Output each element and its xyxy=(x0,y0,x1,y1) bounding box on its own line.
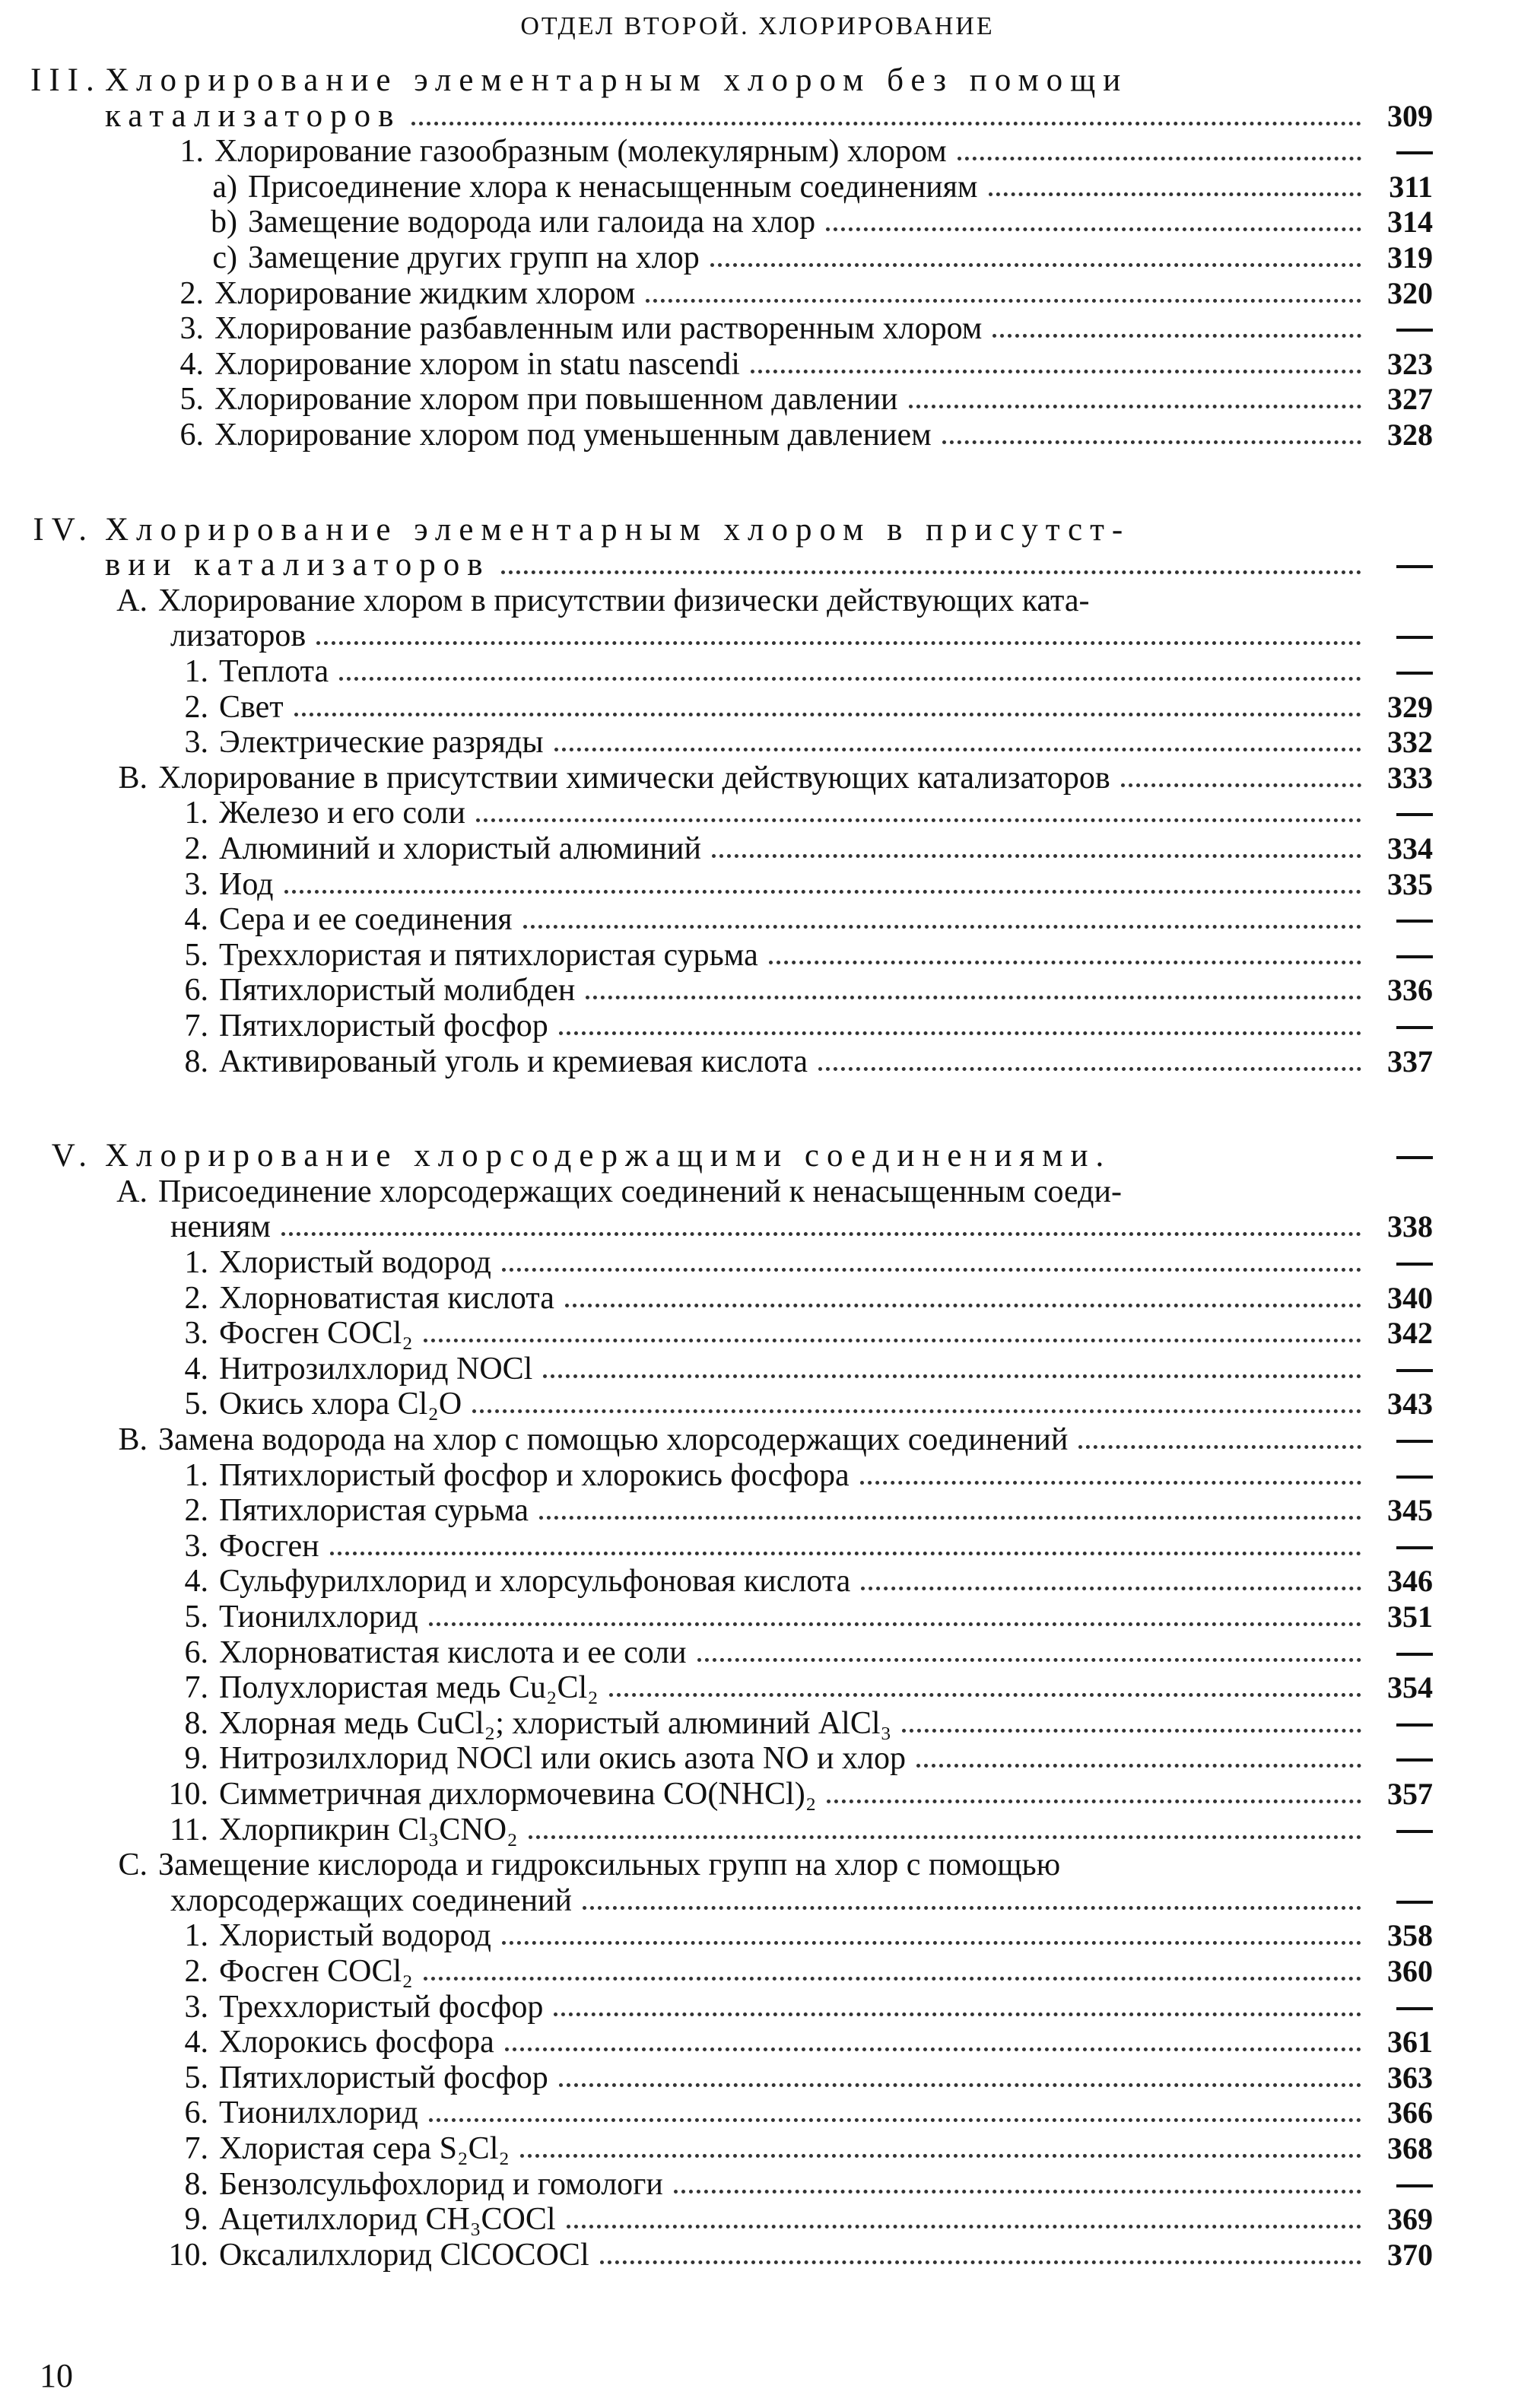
page-ref-dash xyxy=(1396,920,1433,923)
toc-entry xyxy=(129,2060,1369,2096)
page-ref-dash xyxy=(1396,2007,1433,2010)
toc-entry-number: 1. xyxy=(184,654,208,689)
dot-leader xyxy=(339,677,1361,681)
toc-entry-title: Треххлористая и пятихлористая сурьма xyxy=(219,938,758,973)
toc-entry xyxy=(129,1669,1369,1706)
toc-entry-title: Хлористый водород xyxy=(219,1918,491,1953)
toc-entry-title: Ацетилхлорид CH₃COCl xyxy=(219,2202,556,2237)
toc-entry-title: Хлористая сера S₂Cl₂ xyxy=(219,2131,510,2166)
toc-entry-title: Присоединение хлора к ненасыщенным соединениям xyxy=(248,170,978,205)
toc-entry-number: 9. xyxy=(184,2202,208,2237)
toc-entry-number: 11. xyxy=(170,1812,208,1847)
page-ref-dash xyxy=(1396,1026,1433,1029)
page-ref: 369 xyxy=(1387,2202,1433,2236)
dot-leader xyxy=(502,1268,1361,1272)
page-number: 10 xyxy=(40,2357,73,2394)
page-ref: 329 xyxy=(1387,690,1433,724)
toc-entry-number: 5. xyxy=(184,2060,208,2095)
dot-leader xyxy=(958,157,1361,160)
toc-entry xyxy=(129,653,1369,690)
page-ref: 333 xyxy=(1387,761,1433,795)
dot-leader xyxy=(646,299,1361,303)
toc-entry xyxy=(129,1351,1369,1387)
dot-leader xyxy=(916,1764,1361,1768)
toc-entry xyxy=(129,2095,1369,2131)
toc-entry-number: 4. xyxy=(184,1564,208,1599)
toc-entry-title: Сульфурилхлорид и хлорсульфоновая кислота xyxy=(219,1564,851,1599)
dot-leader xyxy=(600,2260,1361,2264)
toc-entry xyxy=(129,1917,1369,1954)
toc-entry xyxy=(129,1008,1369,1044)
toc-entry-title: Окись хлора Cl₂O xyxy=(219,1387,462,1422)
toc-entry-number: 2. xyxy=(184,1493,208,1528)
toc-entry xyxy=(129,972,1369,1009)
toc-entry xyxy=(30,547,1369,583)
page-ref-dash xyxy=(1396,1440,1433,1443)
page-ref: 309 xyxy=(1387,99,1433,133)
toc-entry-number: 6. xyxy=(184,2095,208,2130)
toc-entry-title: Алюминий и хлористый алюминий xyxy=(219,831,701,866)
toc-entry-number: 5. xyxy=(184,1387,208,1422)
toc-entry xyxy=(129,795,1369,831)
page-ref: 338 xyxy=(1387,1209,1433,1244)
dot-leader xyxy=(909,405,1361,408)
toc-entry xyxy=(30,98,1369,135)
toc-entry xyxy=(129,1044,1369,1080)
toc-entry-title: Хлористый водород xyxy=(219,1245,491,1280)
toc-entry xyxy=(129,866,1369,903)
dot-leader xyxy=(330,1552,1361,1555)
dot-leader xyxy=(424,1339,1361,1342)
toc-entry-title: Пятихлористый фосфор и хлорокись фосфора xyxy=(219,1458,850,1493)
page-ref-dash xyxy=(1396,1653,1433,1656)
page-ref: 351 xyxy=(1387,1600,1433,1634)
toc-entry-title: Оксалилхлорид ClCOCOCl xyxy=(219,2238,589,2273)
toc-entry-number: 2. xyxy=(184,1954,208,1989)
toc-entry-number: 4. xyxy=(184,1352,208,1387)
toc-entry xyxy=(129,1528,1369,1565)
dot-leader xyxy=(539,1516,1361,1520)
page-ref: 345 xyxy=(1387,1493,1433,1527)
page-ref: 370 xyxy=(1387,2238,1433,2272)
toc-entry-title: Присоединение хлорсодержащих соединений к ненасыщенным соеди- xyxy=(158,1174,1122,1209)
page-ref-dash xyxy=(1396,636,1433,639)
dot-leader xyxy=(284,890,1362,894)
dot-leader xyxy=(476,818,1361,822)
toc-entry-number: b) xyxy=(211,205,237,240)
toc-entry xyxy=(91,1847,1369,1883)
dot-leader xyxy=(697,1658,1361,1662)
page-ref: 340 xyxy=(1387,1281,1433,1315)
toc-entry-number: 7. xyxy=(184,2131,208,2166)
dot-leader xyxy=(411,122,1361,125)
toc-entry-number: 2. xyxy=(184,831,208,866)
toc-entry-title: Бензолсульфохлорид и гомологи xyxy=(219,2167,663,2202)
page-ref-dash xyxy=(1396,565,1433,568)
toc-entry-title: Свет xyxy=(219,690,284,725)
dot-leader xyxy=(554,2012,1361,2016)
toc-entry-number: III. xyxy=(30,62,102,98)
toc-entry xyxy=(189,240,1369,276)
dot-leader xyxy=(554,748,1361,751)
toc-entry-number: 5. xyxy=(184,938,208,973)
toc-entry-number: 8. xyxy=(184,2167,208,2202)
toc-entry-number: 4. xyxy=(184,2025,208,2060)
toc-entry-title: Замещение водорода или галоида на хлор xyxy=(248,205,816,240)
dot-leader xyxy=(674,2190,1361,2194)
toc-entry xyxy=(129,2024,1369,2060)
dot-leader xyxy=(523,925,1361,929)
dot-leader xyxy=(818,1067,1361,1071)
page-ref: 336 xyxy=(1387,973,1433,1007)
dot-leader xyxy=(942,440,1361,444)
dot-leader xyxy=(989,192,1362,196)
toc-entry-title: Теплота xyxy=(219,654,329,689)
toc-entry xyxy=(30,62,1369,99)
page-ref: 337 xyxy=(1387,1044,1433,1079)
dot-leader xyxy=(1078,1445,1361,1449)
toc-entry-number: C. xyxy=(118,1847,148,1882)
toc-entry xyxy=(129,1634,1369,1671)
toc-entry-number: 2. xyxy=(184,1281,208,1316)
page-ref: 342 xyxy=(1387,1316,1433,1350)
toc-entry xyxy=(129,1563,1369,1600)
page-ref: 323 xyxy=(1387,347,1433,381)
toc-entry-number: 5. xyxy=(184,1600,208,1634)
toc-entry-title: Симметричная дихлормочевина CO(NHCl)₂ xyxy=(219,1777,817,1812)
dot-leader xyxy=(529,1835,1361,1839)
dot-leader xyxy=(1121,783,1361,787)
toc-entry xyxy=(129,1812,1369,1848)
toc-entry-number: A. xyxy=(116,583,148,618)
page-ref: 314 xyxy=(1387,205,1433,239)
toc-entry-title: Фосген COCl₂ xyxy=(219,1316,413,1351)
toc-entry-title: Хлорирование хлором при повышенном давлении xyxy=(214,382,898,417)
toc-entry-title: Сера и ее соединения xyxy=(219,902,513,937)
toc-entry xyxy=(129,1492,1369,1529)
toc-entry-number: 3. xyxy=(184,1990,208,2025)
page-ref: 346 xyxy=(1387,1564,1433,1598)
dot-leader xyxy=(501,570,1361,574)
page-ref-dash xyxy=(1396,1901,1433,1904)
dot-leader xyxy=(712,854,1361,858)
page-ref: 320 xyxy=(1387,276,1433,310)
toc-entry xyxy=(129,1776,1369,1812)
toc-entry-title: нениям xyxy=(170,1209,271,1244)
toc-entry xyxy=(30,512,1369,548)
toc-entry-title: Замещение кислорода и гидроксильных групп на хлор с помощью xyxy=(158,1847,1061,1882)
dot-leader xyxy=(502,1941,1361,1945)
toc-entry xyxy=(152,133,1369,170)
toc-entry-number: 6. xyxy=(184,1635,208,1670)
toc-entry-number: 2. xyxy=(184,690,208,725)
toc-entry-title: хлорсодержащих соединений xyxy=(170,1883,573,1918)
toc-entry-title: Пятихлористая сурьма xyxy=(219,1493,529,1528)
toc-entry xyxy=(152,346,1369,383)
toc-entry xyxy=(129,1599,1369,1635)
dot-leader xyxy=(281,1232,1361,1236)
toc-entry xyxy=(189,169,1369,205)
toc-entry-number: IV. xyxy=(33,512,94,548)
toc-entry-title: Хлорпикрин Cl₃CNO₂ xyxy=(219,1812,518,1847)
toc-entry xyxy=(129,1244,1369,1281)
page-ref: 332 xyxy=(1387,725,1433,759)
toc-entry-title: Хлорирование хлором в присутствии физически действующих ката- xyxy=(158,583,1090,618)
toc-entry xyxy=(152,310,1369,347)
toc-entry-title: Электрические разряды xyxy=(219,725,544,760)
toc-entry-title: вии катализаторов xyxy=(105,547,491,583)
dot-leader xyxy=(710,263,1361,267)
toc-entry-title: Хлорирование элементарным хлором без помощи xyxy=(105,62,1129,98)
toc-entry-number: 1. xyxy=(184,1458,208,1493)
toc-entry xyxy=(129,901,1369,938)
page-ref-dash xyxy=(1396,1758,1433,1762)
toc-entry-title: Пятихлористый фосфор xyxy=(219,1009,548,1044)
dot-leader xyxy=(751,370,1361,373)
dot-leader xyxy=(505,2047,1361,2051)
page-ref: 319 xyxy=(1387,240,1433,275)
dot-leader xyxy=(543,1374,1361,1378)
toc-entry-number: V. xyxy=(51,1138,94,1174)
dot-leader xyxy=(424,1977,1361,1981)
toc-entry xyxy=(129,689,1369,726)
toc-entry xyxy=(129,1280,1369,1317)
toc-entry-title: Тионилхлорид xyxy=(219,2095,418,2130)
toc-entry-title: Треххлористый фосфор xyxy=(219,1990,544,2025)
page-ref-dash xyxy=(1396,1369,1433,1372)
toc-entry-title: Хлорноватистая кислота xyxy=(219,1281,554,1316)
dot-leader xyxy=(567,2225,1361,2229)
page-header: ОТДЕЛ ВТОРОЙ. ХЛОРИРОВАНИЕ xyxy=(520,12,995,40)
toc-entry-title: Активированый уголь и кремиевая кислота xyxy=(219,1044,808,1079)
toc-entry-number: A. xyxy=(116,1174,148,1209)
toc-entry xyxy=(91,583,1369,619)
toc-entry-title: Хлорная медь CuCl₂; хлористый алюминий AlCl₃ xyxy=(219,1706,892,1741)
toc-entry-number: 6. xyxy=(184,973,208,1008)
toc-entry-title: Хлорирование разбавленным или растворенным хлором xyxy=(214,311,983,346)
toc-entry-title: Замена водорода на хлор с помощью хлорсодержащих соединений xyxy=(158,1422,1069,1457)
toc-entry-title: Нитрозилхлорид NOCl или окись азота NO и хлор xyxy=(219,1741,906,1776)
toc-entry-title: Хлорирование в присутствии химически действующих катализаторов xyxy=(158,761,1110,796)
toc-entry-title: Хлорирование газообразным (молекулярным) хлором xyxy=(214,134,947,169)
toc-entry-title: Тионилхлорид xyxy=(219,1600,418,1634)
toc-entry xyxy=(129,724,1369,761)
page-ref-dash xyxy=(1396,2184,1433,2187)
dot-leader xyxy=(769,961,1361,964)
dot-leader xyxy=(586,996,1361,999)
toc-entry-number: B. xyxy=(118,761,148,796)
page-ref: 328 xyxy=(1387,418,1433,452)
toc-entry-title: Пятихлористый молибден xyxy=(219,973,576,1008)
toc-entry-number: 1. xyxy=(184,1918,208,1953)
toc-entry-number: 7. xyxy=(184,1670,208,1705)
toc-entry xyxy=(129,2130,1369,2167)
page-ref: 361 xyxy=(1387,2025,1433,2059)
dot-leader xyxy=(294,713,1361,716)
toc-entry xyxy=(129,1315,1369,1352)
dot-leader xyxy=(861,1587,1361,1590)
toc-entry xyxy=(129,1457,1369,1494)
toc-entry-number: 6. xyxy=(179,418,204,453)
toc-entry-title: Пятихлористый фосфор xyxy=(219,2060,548,2095)
toc-entry-title: Хлорирование хлорсодержащими соединениями. xyxy=(105,1138,1112,1174)
toc-entry-title: Фосген xyxy=(219,1529,319,1564)
toc-entry xyxy=(91,1209,1369,1245)
dot-leader xyxy=(902,1729,1361,1733)
toc-entry-title: Хлорноватистая кислота и ее соли xyxy=(219,1635,687,1670)
toc-entry xyxy=(129,1386,1369,1422)
toc-entry xyxy=(129,937,1369,974)
dot-leader xyxy=(429,2118,1361,2122)
page-ref: 363 xyxy=(1387,2060,1433,2095)
page-ref: 360 xyxy=(1387,1954,1433,1988)
toc-entry-number: a) xyxy=(212,170,237,205)
dot-leader xyxy=(316,641,1361,645)
page-ref-dash xyxy=(1396,1263,1433,1266)
toc-entry-title: Фосген COCl₂ xyxy=(219,1954,413,1989)
toc-entry-number: 10. xyxy=(168,2238,208,2273)
toc-entry xyxy=(129,1740,1369,1777)
toc-entry-title: Хлорокись фосфора xyxy=(219,2025,494,2060)
dot-leader xyxy=(429,1622,1361,1626)
page-ref-dash xyxy=(1396,813,1433,816)
dot-leader xyxy=(609,1693,1361,1697)
dot-leader xyxy=(559,1031,1361,1035)
toc-entry-number: 3. xyxy=(184,1316,208,1351)
toc-entry-number: 4. xyxy=(179,347,204,382)
toc-entry-title: Полухлористая медь Cu₂Cl₂ xyxy=(219,1670,599,1705)
toc-entry-number: 1. xyxy=(184,1245,208,1280)
toc-entry xyxy=(91,1882,1369,1919)
toc-entry xyxy=(91,1422,1369,1458)
toc-entry-title: Хлорирование элементарным хлором в присутст- xyxy=(105,512,1131,548)
toc-entry xyxy=(152,275,1369,312)
toc-entry-number: 9. xyxy=(184,1741,208,1776)
toc-entry-title: Нитрозилхлорид NOCl xyxy=(219,1352,533,1387)
toc-entry xyxy=(129,1705,1369,1742)
page-ref-dash xyxy=(1396,1476,1433,1479)
page-ref-dash xyxy=(1396,955,1433,958)
toc-entry xyxy=(129,2201,1369,2238)
toc-entry-number: c) xyxy=(212,240,237,275)
page-ref: 368 xyxy=(1387,2131,1433,2165)
toc-entry-number: 1. xyxy=(184,796,208,831)
toc-entry xyxy=(30,1138,1369,1174)
dot-leader xyxy=(860,1481,1361,1485)
page-ref: 327 xyxy=(1387,382,1433,416)
toc-entry-number: 3. xyxy=(184,1529,208,1564)
page-ref-dash xyxy=(1396,329,1433,332)
toc-entry-number: 4. xyxy=(184,902,208,937)
toc-entry-title: Железо и его соли xyxy=(219,796,465,831)
toc-entry-number: 8. xyxy=(184,1706,208,1741)
toc-entry xyxy=(129,1989,1369,2025)
dot-leader xyxy=(472,1409,1361,1413)
page-ref-dash xyxy=(1396,1156,1433,1159)
page-ref-dash xyxy=(1396,1830,1433,1833)
toc-entry xyxy=(189,204,1369,240)
toc-entry xyxy=(152,417,1369,453)
toc-entry xyxy=(152,381,1369,418)
toc-entry-title: катализаторов xyxy=(105,98,402,134)
toc-entry xyxy=(91,1174,1369,1210)
toc-entry xyxy=(91,618,1369,654)
toc-entry-title: Хлорирование жидким хлором xyxy=(214,276,636,311)
dot-leader xyxy=(827,1800,1361,1803)
toc-entry xyxy=(91,760,1369,796)
page-ref: 334 xyxy=(1387,831,1433,866)
toc-entry-number: 7. xyxy=(184,1009,208,1044)
dot-leader xyxy=(583,1906,1361,1910)
toc-entry-number: B. xyxy=(118,1422,148,1457)
toc-entry-number: 8. xyxy=(184,1044,208,1079)
page-ref: 366 xyxy=(1387,2095,1433,2130)
page-ref-dash xyxy=(1396,1546,1433,1549)
toc-entry xyxy=(129,1953,1369,1990)
page-ref: 311 xyxy=(1389,170,1433,204)
dot-leader xyxy=(559,2083,1361,2087)
toc-entry-title: Хлорирование хлором in statu nascendi xyxy=(214,347,740,382)
dot-leader xyxy=(993,334,1361,338)
toc-entry-number: 3. xyxy=(184,867,208,902)
page-ref: 354 xyxy=(1387,1670,1433,1704)
toc-entry-title: Иод xyxy=(219,867,274,902)
toc-entry-number: 3. xyxy=(184,725,208,760)
page-ref: 343 xyxy=(1387,1387,1433,1421)
page-ref-dash xyxy=(1396,672,1433,675)
toc-entry-number: 3. xyxy=(179,311,204,346)
toc-entry xyxy=(129,831,1369,867)
toc-entry-title: лизаторов xyxy=(170,618,306,653)
page-ref-dash xyxy=(1396,1723,1433,1727)
toc-entry xyxy=(129,2166,1369,2203)
dot-leader xyxy=(565,1304,1361,1307)
toc-entry xyxy=(129,2237,1369,2273)
toc-entry-title: Хлорирование хлором под уменьшенным давлением xyxy=(214,418,932,453)
toc-entry-number: 10. xyxy=(168,1777,208,1812)
page-ref: 358 xyxy=(1387,1918,1433,1952)
dot-leader xyxy=(826,227,1361,231)
toc-entry-number: 1. xyxy=(179,134,204,169)
toc-entry-number: 2. xyxy=(179,276,204,311)
page-ref: 357 xyxy=(1387,1777,1433,1811)
page-ref-dash xyxy=(1396,151,1433,154)
page-ref: 335 xyxy=(1387,867,1433,901)
dot-leader xyxy=(520,2154,1361,2158)
toc-entry-number: 5. xyxy=(179,382,204,417)
toc-entry-title: Замещение других групп на хлор xyxy=(248,240,700,275)
